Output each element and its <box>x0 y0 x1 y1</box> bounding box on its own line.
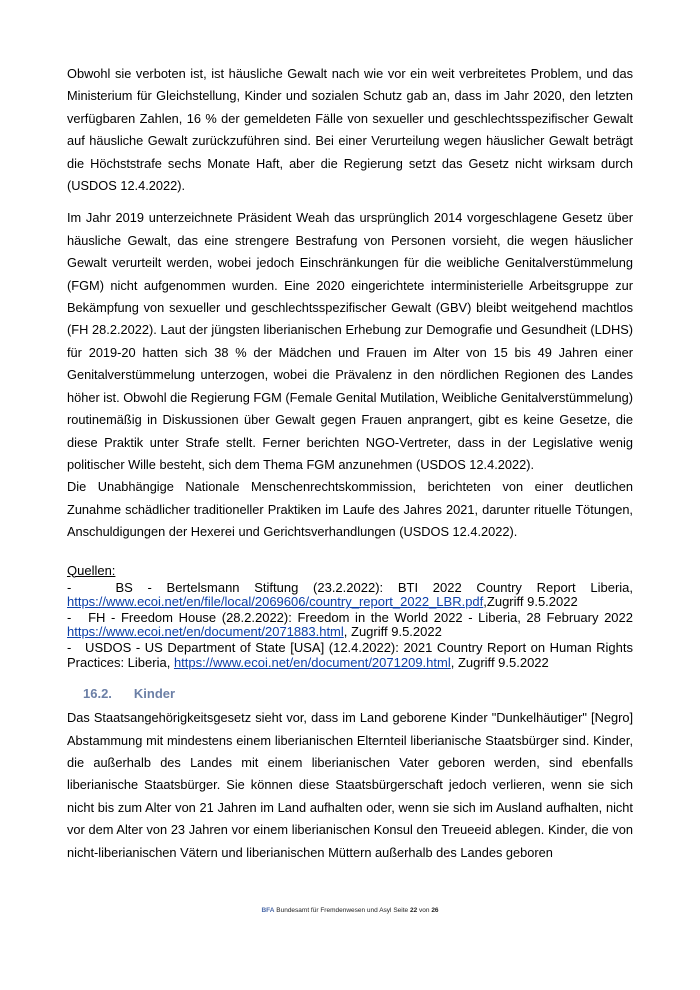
page-footer <box>0 907 700 914</box>
source-link-freedom-house[interactable]: https://www.ecoi.net/en/document/2071883.html <box>67 624 344 640</box>
footer-page-number: 22 <box>409 907 418 914</box>
source-item: - FH - Freedom House (28.2.2022): Freedom in the World 2022 - Liberia, 28 February 2022 https://www.ecoi.net/en/document/2071883.html, Zugriff 9.5.2022 <box>67 609 633 640</box>
source-link-bti[interactable]: https://www.ecoi.net/en/file/local/2069606/country_report_2022_LBR.pdf <box>67 594 484 610</box>
paragraph-domestic-violence: Obwohl sie verboten ist, ist häusliche Gewalt nach wie vor ein weit verbreitetes Problem, und das Ministerium für Gleichstellung, Kinder und sozialen Schutz gab an, dass im Jahr 2020, den letzten verfügbaren Zahlen, 16 % der gemeldeten Fälle von sexueller und geschlechtsspezifischer Gewalt auf häusliche Gewalt zurückzuführen sind. Bei einer Verurteilung wegen häuslicher Gewalt beträgt die Höchststrafe sechs Monate Haft, aber die Regierung setzt das Gesetz nicht wirksam durch (USDOS 12.4.2022). <box>67 66 633 194</box>
bfa-logo-text: BFA <box>261 907 275 914</box>
paragraph-citizenship: Das Staatsangehörigkeitsgesetz sieht vor, dass im Land geborene Kinder "Dunkelhäutiger" [Negro] Abstammung mit mindestens einem liberianischen Elternteil liberianische Staatsbürger sind. Kinder, die außerhalb des Landes mit einem liberianischen Vater geboren werden, sind ebenfalls liberianische Staatsbürger. Sie können diese Staatsbürgerschaft jedoch verlieren, wenn sie sich nicht bis zum Alter von 21 Jahren im Land aufhalten oder, wenn sie sich im Ausland aufhalten, nicht vor dem Alter von 23 Jahren vor einem liberianischen Konsul den Treueeid ablegen. Kinder, die von nicht-liberianischen Vätern und liberianischen Müttern außerhalb des Landes geboren <box>67 710 633 860</box>
footer-org: Bundesamt für Fremdenwesen und Asyl <box>276 907 392 914</box>
footer-page-label: Seite <box>393 907 409 914</box>
footer-page-total: 26 <box>431 907 439 914</box>
paragraph-fgm-law: Im Jahr 2019 unterzeichnete Präsident Weah das ursprünglich 2014 vorgeschlagene Gesetz über häusliche Gewalt, das eine strengere Bestrafung von Personen vorsieht, die wegen häuslicher Gewalt verurteilt werden, wobei jedoch Einschränkungen für die weibliche Genitalverstümmelung (FGM) nicht aufgenommen wurden. Eine 2020 eingerichtete interministerielle Arbeitsgruppe zur Bekämpfung von sexueller und geschlechtsspezifischer Gewalt (GBV) bleibt weitgehend machtlos (FH 28.2.2022). Laut der jüngsten liberianischen Erhebung zur Demografie und Gesundheit (LDHS) für 2019-20 hatten sich 38 % der Mädchen und Frauen im Alter von 15 bis 49 Jahren einer Genitalverstümmelung unterzogen, wobei die Prävalenz in den nördlichen Regionen des Landes höher ist. Obwohl die Regierung FGM (Female Genital Mutilation, Weibliche Genitalverstümmelung) routinemäßig in Diskussionen über Gewalt gegen Frauen anprangert, gibt es keine Gesetze, die diese Praktik unter Strafe stellt. Ferner berichten NGO-Vertreter, dass in der Legislative wenig politischer Wille besteht, sich dem Thema FGM anzunehmen (USDOS 12.4.2022). <box>67 210 633 472</box>
sources-title: Quellen: <box>67 562 116 578</box>
section-title: Kinder <box>133 686 176 702</box>
section-heading-kinder <box>83 686 633 701</box>
section-number: 16.2. <box>83 686 112 702</box>
document-page <box>67 63 633 874</box>
source-item: - USDOS - US Department of State [USA] (12.4.2022): 2021 Country Report on Human Rights Practices: Liberia, https://www.ecoi.net/en/document/2071209.html, Zugriff 9.5.2022 <box>67 639 633 670</box>
sources-list <box>67 581 633 671</box>
source-item: - BS - Bertelsmann Stiftung (23.2.2022): BTI 2022 Country Report Liberia, https://www.ecoi.net/en/file/local/2069606/country_report_2022_LBR.pdf,Zugriff 9.5.2022 <box>67 579 633 610</box>
footer-of-label: von <box>419 907 430 914</box>
paragraph-human-rights-commission: Die Unabhängige Nationale Menschenrechtskommission, berichteten von einer deutlichen Zunahme schädlicher traditioneller Praktiken im Laufe des Jahres 2021, darunter rituelle Tötungen, Anschuldigungen der Hexerei und Gerichtsverhandlungen (USDOS 12.4.2022). <box>67 479 633 540</box>
source-link-usdos[interactable]: https://www.ecoi.net/en/document/2071209.html <box>173 654 451 670</box>
